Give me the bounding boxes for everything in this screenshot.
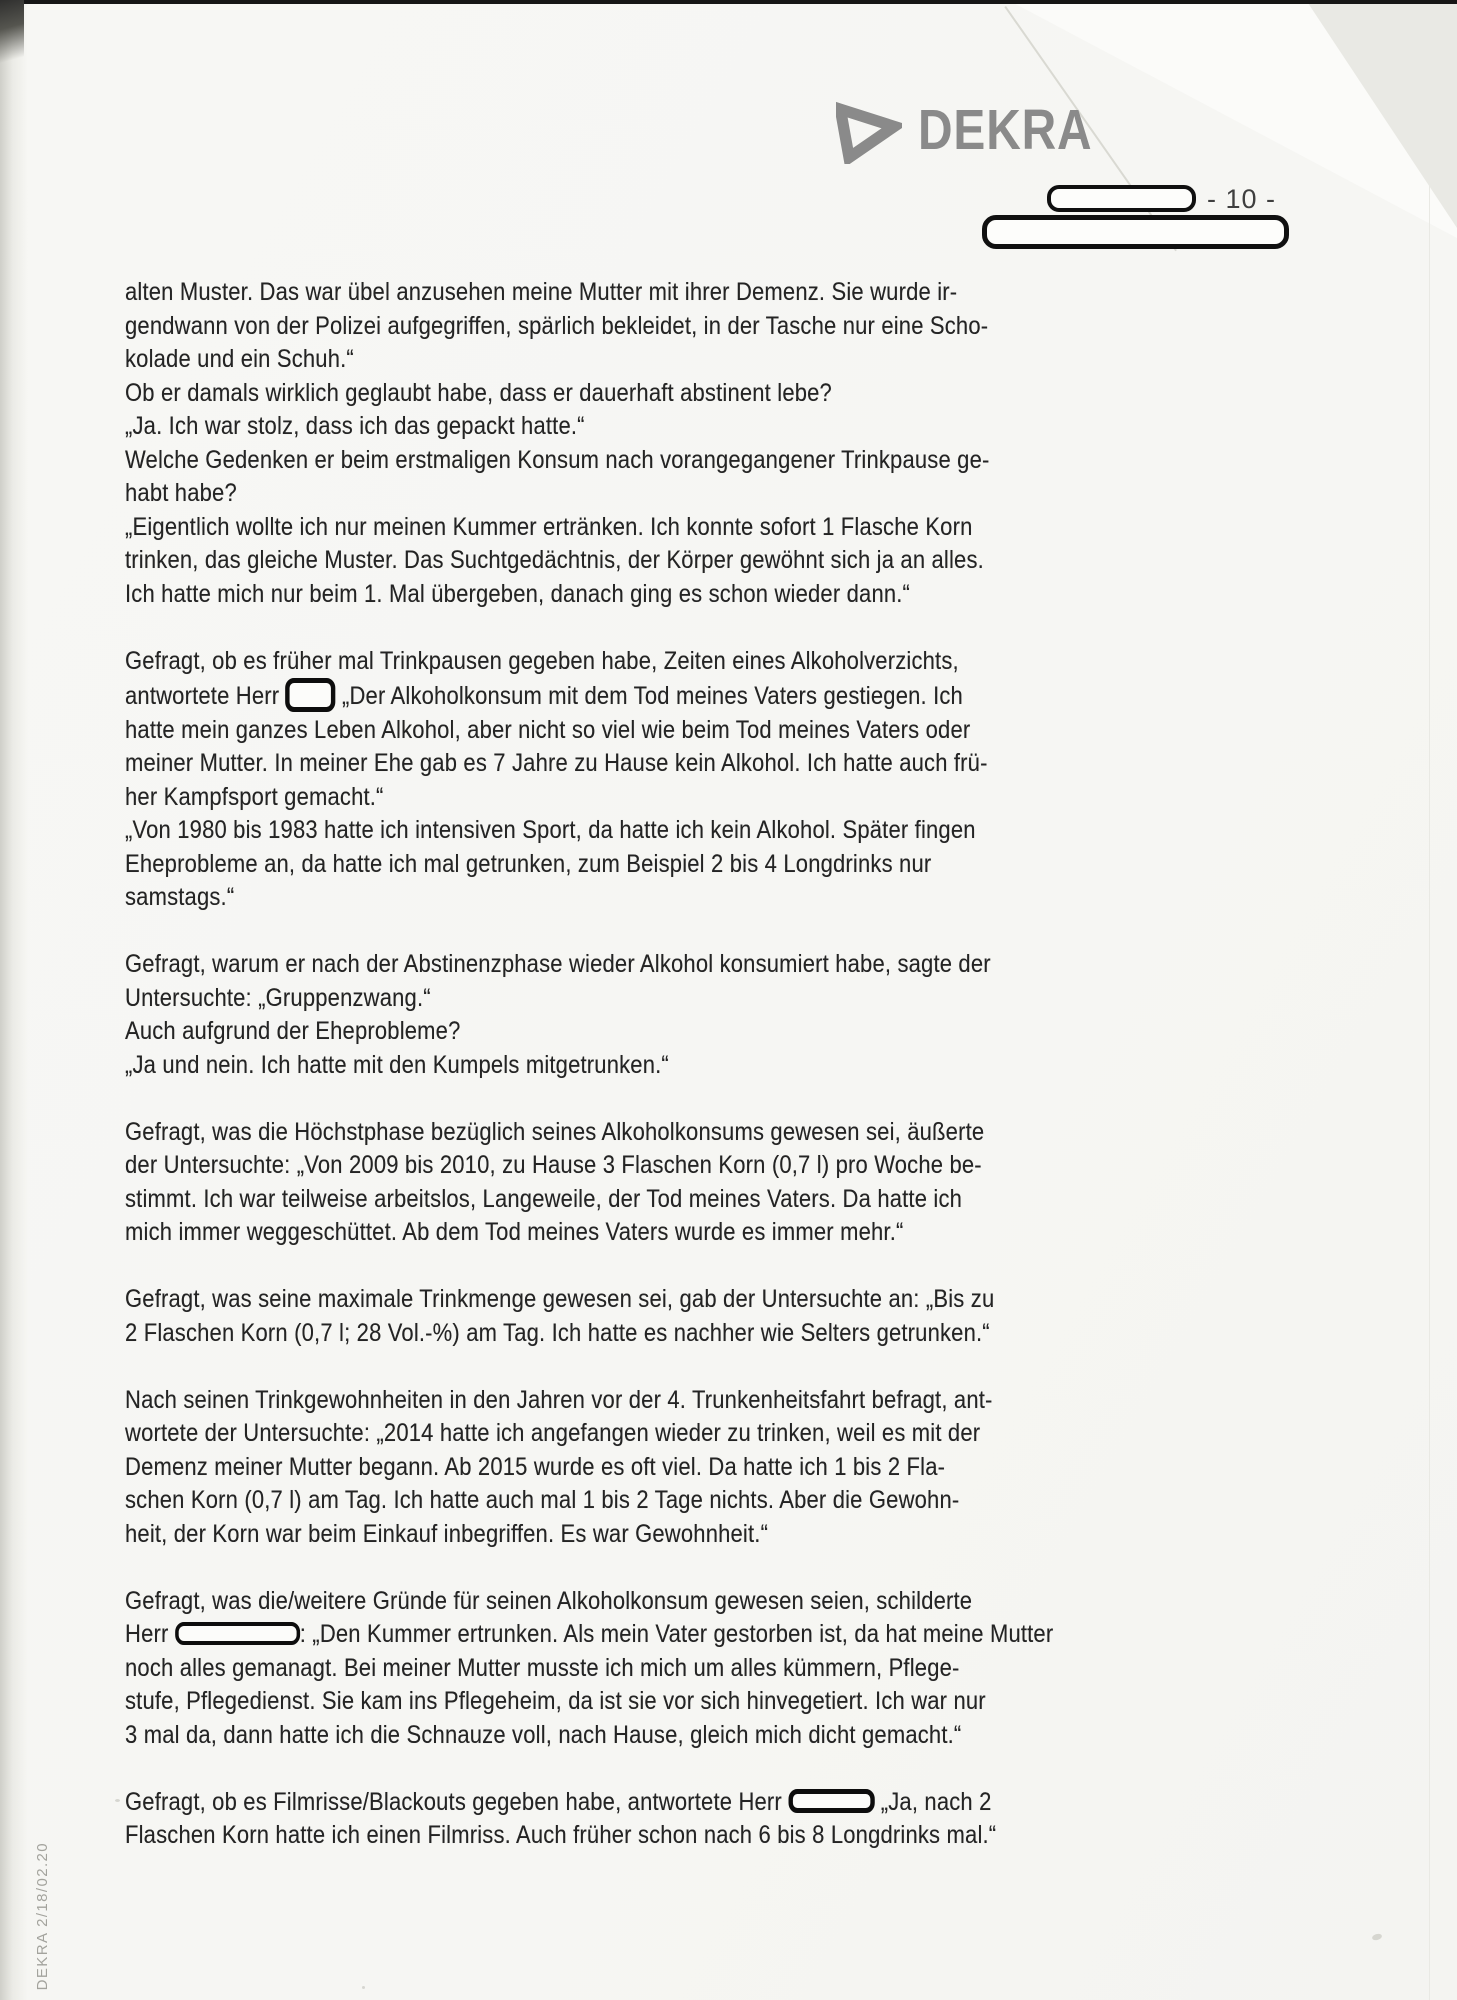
text-line: der Untersuchte: „Von 2009 bis 2010, zu Hause 3 Flaschen Korn (0,7 l) pro Woche be- [125,1151,982,1179]
text-line: Welche Gedenken er beim erstmaligen Konsum nach vorangegangener Trinkpause ge- [125,445,990,474]
text-line: hatte mein ganzes Leben Alkohol, aber nicht so viel wie beim Tod meines Vaters oder [125,715,971,744]
text-line: Herr : „Den Kummer ertrunken. Als mein Vater gestorben ist, da hat meine Mutter [125,1620,1054,1648]
text-line: stimmt. Ich war teilweise arbeitslos, Langeweile, der Tod meines Vaters. Da hatte ich [125,1184,963,1213]
text-line: Gefragt, warum er nach der Abstinenzphase wieder Alkohol konsumiert habe, sagte der [125,950,991,978]
scan-edge-left [0,0,28,2000]
scan-smudge [115,1799,120,1802]
paragraph [125,1384,1155,1552]
dekra-logo [836,96,1126,164]
text-line: Gefragt, was seine maximale Trinkmenge gewesen sei, gab der Untersuchte an: „Bis zu [125,1285,995,1313]
text-line: 2 Flaschen Korn (0,7 l; 28 Vol.-%) am Tag. Ich hatte es nachher wie Selters getrunken.“ [125,1318,990,1347]
text-line: schen Korn (0,7 l) am Tag. Ich hatte auch mal 1 bis 2 Tage nichts. Aber die Gewohn- [125,1486,960,1514]
text-line: 3 mal da, dann hatte ich die Schnauze voll, nach Hause, gleich mich dicht gemacht.“ [125,1720,962,1749]
paragraph [125,645,1155,915]
text-line: wortete der Untersuchte: „2014 hatte ich angefangen wieder zu trinken, weil es mit der [125,1419,981,1447]
paragraph [125,1283,1155,1350]
text-line: habt habe? [125,479,237,507]
text-line: trinken, das gleiche Muster. Das Suchtgedächtnis, der Körper gewöhnt sich ja an alles. [125,546,984,574]
text-line: Nach seinen Trinkgewohnheiten in den Jahren vor der 4. Trunkenheitsfahrt befragt, ant- [125,1385,993,1414]
paragraph [125,948,1155,1082]
paragraph [125,1786,1155,1853]
text-line: „Von 1980 bis 1983 hatte ich intensiven Sport, da hatte ich kein Alkohol. Später fingen [125,816,976,844]
dekra-arrow-icon [836,96,902,164]
text-line: Gefragt, was die Höchstphase bezüglich seines Alkoholkonsums gewesen sei, äußerte [125,1117,985,1146]
text-line: noch alles gemanagt. Bei meiner Mutter musste ich mich um alles kümmern, Pflege- [125,1653,960,1682]
text-line: alten Muster. Das war übel anzusehen meine Mutter mit ihrer Demenz. Sie wurde ir- [125,278,958,306]
text-line: Auch aufgrund der Eheprobleme? [125,1017,461,1045]
text-line: Demenz meiner Mutter begann. Ab 2015 wurde es oft viel. Da hatte ich 1 bis 2 Fla- [125,1452,946,1481]
text-line: antwortete Herr „Der Alkoholkonsum mit dem Tod meines Vaters gestiegen. Ich [125,678,1031,714]
text-line: Eheprobleme an, da hatte ich mal getrunken, zum Beispiel 2 bis 4 Longdrinks nur [125,849,932,878]
text-line: Untersuchte: „Gruppenzwang.“ [125,983,431,1012]
paragraph [125,1116,1155,1250]
document-body [125,276,1155,1886]
text-line: Ich hatte mich nur beim 1. Mal übergeben, danach ging es schon wieder dann.“ [125,579,911,608]
text-line: mich immer weggeschüttet. Ab dem Tod meines Vaters wurde es immer mehr.“ [125,1218,904,1246]
dekra-logo-text: DEKRA [918,97,1093,162]
redaction-box [788,1789,874,1813]
redaction-box [175,1622,300,1645]
paragraph [125,276,1155,611]
text-line: her Kampfsport gemacht.“ [125,782,384,811]
page-number: - 10 - [1207,184,1277,214]
scan-smudge [1371,1933,1382,1941]
text-line: gendwann von der Polizei aufgegriffen, spärlich bekleidet, in der Tasche nur eine Scho- [125,311,989,340]
paragraph [125,1585,1155,1753]
text-line: heit, der Korn war beim Einkauf inbegriffen. Es war Gewohnheit.“ [125,1519,769,1548]
text-line: Gefragt, was die/weitere Gründe für seinen Alkoholkonsum gewesen seien, schilderte [125,1586,973,1615]
text-line: Gefragt, ob es Filmrisse/Blackouts gegeben habe, antwortete Herr „Ja, nach 2 [125,1787,992,1816]
text-line: Gefragt, ob es früher mal Trinkpausen gegeben habe, Zeiten eines Alkoholverzichts, [125,646,959,675]
redaction-box [982,215,1289,249]
text-line: „Ja. Ich war stolz, dass ich das gepackt hatte.“ [125,412,585,440]
sidebar-file-code: DEKRA 2/18/02.20 [34,1842,51,1991]
text-line: „Ja und nein. Ich hatte mit den Kumpels mitgetrunken.“ [125,1050,669,1079]
text-line: Flaschen Korn hatte ich einen Filmriss. Auch früher schon nach 6 bis 8 Longdrinks mal.“ [125,1821,997,1849]
scan-edge-right [1429,0,1430,2000]
scan-corner-mark [0,0,24,78]
text-line: meiner Mutter. In meiner Ehe gab es 7 Jahre zu Hause kein Alkohol. Ich hatte auch frü- [125,749,988,777]
text-line: samstags.“ [125,883,235,911]
redaction-box [286,678,336,712]
text-line: Ob er damals wirklich geglaubt habe, dass er dauerhaft abstinent lebe? [125,378,832,407]
text-line: kolade und ein Schuh.“ [125,345,354,373]
redaction-box [1047,185,1196,212]
scan-edge-top [0,0,1457,4]
scan-smudge [362,1986,365,1989]
text-line: „Eigentlich wollte ich nur meinen Kummer ertränken. Ich konnte sofort 1 Flasche Korn [125,512,973,541]
text-line: stufe, Pflegedienst. Sie kam ins Pflegeheim, da ist sie vor sich hinvegetiert. Ich war nur [125,1687,986,1715]
